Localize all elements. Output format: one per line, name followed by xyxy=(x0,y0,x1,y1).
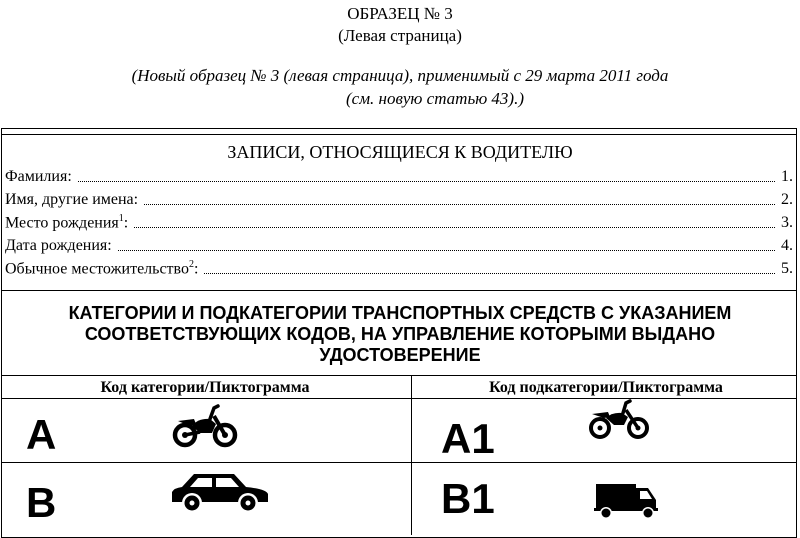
categories-title: КАТЕГОРИИ И ПОДКАТЕГОРИИ ТРАНСПОРТНЫХ СРЕДСТВ С УКАЗАНИЕМ СООТВЕТСТВУЮЩИХ КОДОВ, НА УПРАВЛЕНИЕ КОТОРЫМИ ВЫДАНО УДОСТОВЕРЕНИЕ xyxy=(68,303,732,365)
field-label: Фамилия: xyxy=(5,168,72,185)
frame-inner-rule xyxy=(1,134,797,135)
dotted-leader xyxy=(144,204,775,205)
table-top-rule xyxy=(1,375,797,376)
form-title: ОБРАЗЕЦ № 3 xyxy=(347,4,453,23)
column-divider xyxy=(411,375,412,535)
tricycle-van-icon xyxy=(592,478,662,527)
field-birthplace xyxy=(5,210,793,232)
field-number: 5. xyxy=(781,260,793,277)
field-label: Имя, другие имена: xyxy=(5,191,139,208)
amendment-note-line2: (см. новую статью 43).) xyxy=(346,89,525,108)
subcategory-code-b1: B1 xyxy=(441,475,495,522)
footnote-mark: 2 xyxy=(189,258,194,270)
dotted-leader xyxy=(204,273,775,274)
footnote-mark: 1 xyxy=(118,212,124,224)
amendment-note-line1: (Новый образец № 3 (левая страница), применимый с 29 марта 2011 года xyxy=(131,66,669,85)
driver-section-title: ЗАПИСИ, ОТНОСЯЩИЕСЯ К ВОДИТЕЛЮ xyxy=(227,142,573,162)
field-label: Место рождения$^1$: xyxy=(5,212,129,231)
field-surname xyxy=(5,164,793,186)
field-number: 1. xyxy=(781,168,793,185)
field-residence xyxy=(5,256,793,278)
form-subtitle: (Левая страница) xyxy=(338,26,462,45)
column-header-category: Код категории/Пиктограмма xyxy=(100,379,310,396)
field-label: Дата рождения: xyxy=(5,237,112,254)
subcategory-code-a1: A1 xyxy=(441,415,495,462)
category-code-a: A xyxy=(26,411,57,458)
car-icon xyxy=(168,468,272,521)
category-code-b: B xyxy=(26,479,57,526)
field-number: 4. xyxy=(781,237,793,254)
field-label: Обычное местожительство$^2$: xyxy=(5,258,199,277)
light-motorcycle-icon xyxy=(586,398,652,447)
motorcycle-icon xyxy=(170,402,240,455)
dotted-leader xyxy=(134,227,775,228)
field-number: 2. xyxy=(781,191,793,208)
table-row-rule xyxy=(1,462,797,463)
field-birthdate xyxy=(5,233,793,255)
field-given-names xyxy=(5,187,793,209)
dotted-leader xyxy=(78,181,775,182)
field-number: 3. xyxy=(781,214,793,231)
section-divider xyxy=(1,290,797,291)
table-header-rule xyxy=(1,398,797,399)
column-header-subcategory: Код подкатегории/Пиктограмма xyxy=(489,379,723,396)
dotted-leader xyxy=(118,250,775,251)
